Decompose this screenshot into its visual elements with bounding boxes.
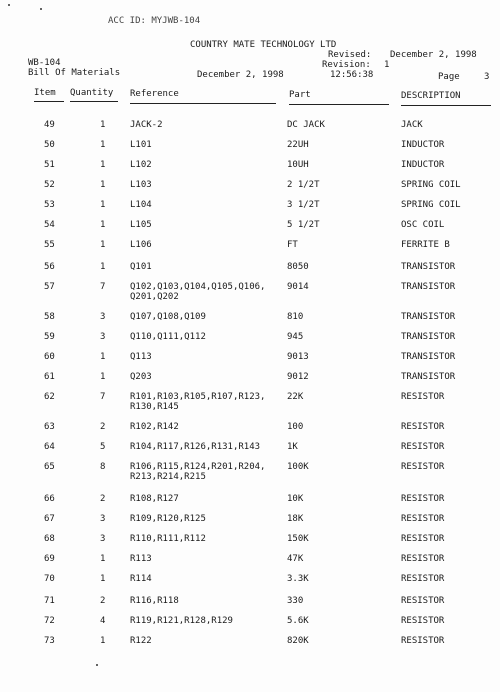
reference-cell: R114 <box>130 574 152 584</box>
reference-cell: Q102,Q103,Q104,Q105,Q106, <box>130 282 266 292</box>
reference-cell: R122 <box>130 636 152 646</box>
item-number: 64 <box>44 442 55 452</box>
description-cell: FERRITE B <box>401 240 450 250</box>
description-cell: TRANSISTOR <box>401 282 456 292</box>
quantity-cell: 1 <box>100 636 106 646</box>
page-number: 3 <box>484 72 490 82</box>
quantity-cell: 2 <box>100 494 106 504</box>
part-cell: 8050 <box>287 262 309 272</box>
scan-speck <box>8 4 10 6</box>
item-number: 70 <box>44 574 55 584</box>
reference-cell: L104 <box>130 200 152 210</box>
item-number: 50 <box>44 140 55 150</box>
reference-cell: R102,R142 <box>130 422 179 432</box>
part-cell: 2 1/2T <box>287 180 320 190</box>
description-cell: TRANSISTOR <box>401 332 456 342</box>
item-number: 68 <box>44 534 55 544</box>
part-cell: 9012 <box>287 372 309 382</box>
part-cell: 10K <box>287 494 304 504</box>
print-date: December 2, 1998 <box>197 70 284 80</box>
table-row <box>0 462 500 492</box>
item-number: 69 <box>44 554 55 564</box>
quantity-cell: 1 <box>100 160 106 170</box>
description-cell: RESISTOR <box>401 554 445 564</box>
part-cell: 3.3K <box>287 574 309 584</box>
company-name: COUNTRY MATE TECHNOLOGY LTD <box>190 40 337 50</box>
quantity-cell: 7 <box>100 282 106 292</box>
col-header-item: Item <box>34 88 56 98</box>
header-underline-description <box>401 105 491 106</box>
quantity-cell: 1 <box>100 554 106 564</box>
revised-date: December 2, 1998 <box>390 50 477 60</box>
reference-cell: L101 <box>130 140 152 150</box>
reference-cell: R101,R103,R105,R107,R123, <box>130 392 266 402</box>
part-cell: 22UH <box>287 140 309 150</box>
item-number: 66 <box>44 494 55 504</box>
description-cell: OSC COIL <box>401 220 445 230</box>
model-number: WB-104 <box>28 58 61 68</box>
col-header-part: Part <box>289 90 311 100</box>
quantity-cell: 1 <box>100 240 106 250</box>
quantity-cell: 3 <box>100 312 106 322</box>
quantity-cell: 3 <box>100 514 106 524</box>
quantity-cell: 1 <box>100 352 106 362</box>
reference-cell: R108,R127 <box>130 494 179 504</box>
quantity-cell: 1 <box>100 574 106 584</box>
part-cell: 5.6K <box>287 616 309 626</box>
reference-cell: Q203 <box>130 372 152 382</box>
part-cell: 10UH <box>287 160 309 170</box>
reference-cell: Q110,Q111,Q112 <box>130 332 206 342</box>
part-cell: 22K <box>287 392 304 402</box>
table-row <box>0 392 500 422</box>
scan-speck <box>96 664 98 666</box>
print-time: 12:56:38 <box>330 70 374 80</box>
page-label: Page <box>438 72 460 82</box>
item-number: 52 <box>44 180 55 190</box>
header-underline-reference <box>130 103 276 104</box>
col-header-reference: Reference <box>130 89 179 99</box>
quantity-cell: 2 <box>100 422 106 432</box>
item-number: 73 <box>44 636 55 646</box>
description-cell: TRANSISTOR <box>401 312 456 322</box>
revision-value: 1 <box>384 60 390 70</box>
description-cell: SPRING COIL <box>401 180 461 190</box>
part-cell: 47K <box>287 554 304 564</box>
table-row <box>0 636 500 660</box>
part-cell: DC JACK <box>287 120 325 130</box>
header-underline-part <box>289 104 389 105</box>
reference-cell-continued: Q201,Q202 <box>130 292 179 302</box>
item-number: 55 <box>44 240 55 250</box>
item-number: 61 <box>44 372 55 382</box>
col-header-description: DESCRIPTION <box>401 91 461 101</box>
quantity-cell: 3 <box>100 534 106 544</box>
part-cell: 9014 <box>287 282 309 292</box>
part-cell: 100K <box>287 462 309 472</box>
document-title: Bill Of Materials <box>28 68 121 78</box>
header-underline-item <box>34 101 64 102</box>
description-cell: INDUCTOR <box>401 140 445 150</box>
reference-cell: L103 <box>130 180 152 190</box>
description-cell: INDUCTOR <box>401 160 445 170</box>
part-cell: FT <box>287 240 298 250</box>
item-number: 67 <box>44 514 55 524</box>
part-cell: 150K <box>287 534 309 544</box>
description-cell: RESISTOR <box>401 392 445 402</box>
description-cell: RESISTOR <box>401 574 445 584</box>
item-number: 60 <box>44 352 55 362</box>
acc-id: ACC ID: MYJWB-104 <box>108 16 201 26</box>
quantity-cell: 1 <box>100 120 106 130</box>
item-number: 65 <box>44 462 55 472</box>
part-cell: 9013 <box>287 352 309 362</box>
quantity-cell: 5 <box>100 442 106 452</box>
description-cell: RESISTOR <box>401 494 445 504</box>
reference-cell-continued: R130,R145 <box>130 402 179 412</box>
part-cell: 3 1/2T <box>287 200 320 210</box>
part-cell: 820K <box>287 636 309 646</box>
quantity-cell: 7 <box>100 392 106 402</box>
description-cell: TRANSISTOR <box>401 372 456 382</box>
description-cell: RESISTOR <box>401 616 445 626</box>
item-number: 51 <box>44 160 55 170</box>
description-cell: RESISTOR <box>401 514 445 524</box>
item-number: 71 <box>44 596 55 606</box>
quantity-cell: 4 <box>100 616 106 626</box>
part-cell: 945 <box>287 332 304 342</box>
reference-cell: L105 <box>130 220 152 230</box>
table-row <box>0 574 500 598</box>
quantity-cell: 1 <box>100 180 106 190</box>
reference-cell-continued: R213,R214,R215 <box>130 472 206 482</box>
quantity-cell: 8 <box>100 462 106 472</box>
reference-cell: R110,R111,R112 <box>130 534 206 544</box>
reference-cell: R113 <box>130 554 152 564</box>
quantity-cell: 1 <box>100 220 106 230</box>
reference-cell: JACK-2 <box>130 120 163 130</box>
reference-cell: R119,R121,R128,R129 <box>130 616 233 626</box>
description-cell: TRANSISTOR <box>401 352 456 362</box>
part-cell: 1K <box>287 442 298 452</box>
description-cell: SPRING COIL <box>401 200 461 210</box>
description-cell: TRANSISTOR <box>401 262 456 272</box>
reference-cell: Q113 <box>130 352 152 362</box>
item-number: 54 <box>44 220 55 230</box>
quantity-cell: 1 <box>100 372 106 382</box>
part-cell: 5 1/2T <box>287 220 320 230</box>
description-cell: RESISTOR <box>401 462 445 472</box>
description-cell: RESISTOR <box>401 596 445 606</box>
description-cell: RESISTOR <box>401 422 445 432</box>
part-cell: 810 <box>287 312 304 322</box>
item-number: 57 <box>44 282 55 292</box>
reference-cell: Q101 <box>130 262 152 272</box>
item-number: 62 <box>44 392 55 402</box>
item-number: 63 <box>44 422 55 432</box>
revised-label: Revised: <box>328 50 372 60</box>
table-row <box>0 240 500 264</box>
quantity-cell: 1 <box>100 200 106 210</box>
item-number: 49 <box>44 120 55 130</box>
reference-cell: L102 <box>130 160 152 170</box>
table-row <box>0 282 500 312</box>
part-cell: 330 <box>287 596 304 606</box>
description-cell: RESISTOR <box>401 442 445 452</box>
reference-cell: Q107,Q108,Q109 <box>130 312 206 322</box>
col-header-quantity: Quantity <box>70 88 114 98</box>
reference-cell: R116,R118 <box>130 596 179 606</box>
quantity-cell: 1 <box>100 262 106 272</box>
part-cell: 18K <box>287 514 304 524</box>
quantity-cell: 3 <box>100 332 106 342</box>
reference-cell: R104,R117,R126,R131,R143 <box>130 442 261 452</box>
quantity-cell: 1 <box>100 140 106 150</box>
reference-cell: R106,R115,R124,R201,R204, <box>130 462 266 472</box>
reference-cell: R109,R120,R125 <box>130 514 206 524</box>
description-cell: JACK <box>401 120 423 130</box>
description-cell: RESISTOR <box>401 636 445 646</box>
scan-speck <box>40 8 42 10</box>
item-number: 53 <box>44 200 55 210</box>
revision-label: Revision: <box>322 60 371 70</box>
header-underline-quantity <box>70 101 118 102</box>
item-number: 58 <box>44 312 55 322</box>
item-number: 72 <box>44 616 55 626</box>
item-number: 56 <box>44 262 55 272</box>
part-cell: 100 <box>287 422 304 432</box>
reference-cell: L106 <box>130 240 152 250</box>
description-cell: RESISTOR <box>401 534 445 544</box>
quantity-cell: 2 <box>100 596 106 606</box>
item-number: 59 <box>44 332 55 342</box>
